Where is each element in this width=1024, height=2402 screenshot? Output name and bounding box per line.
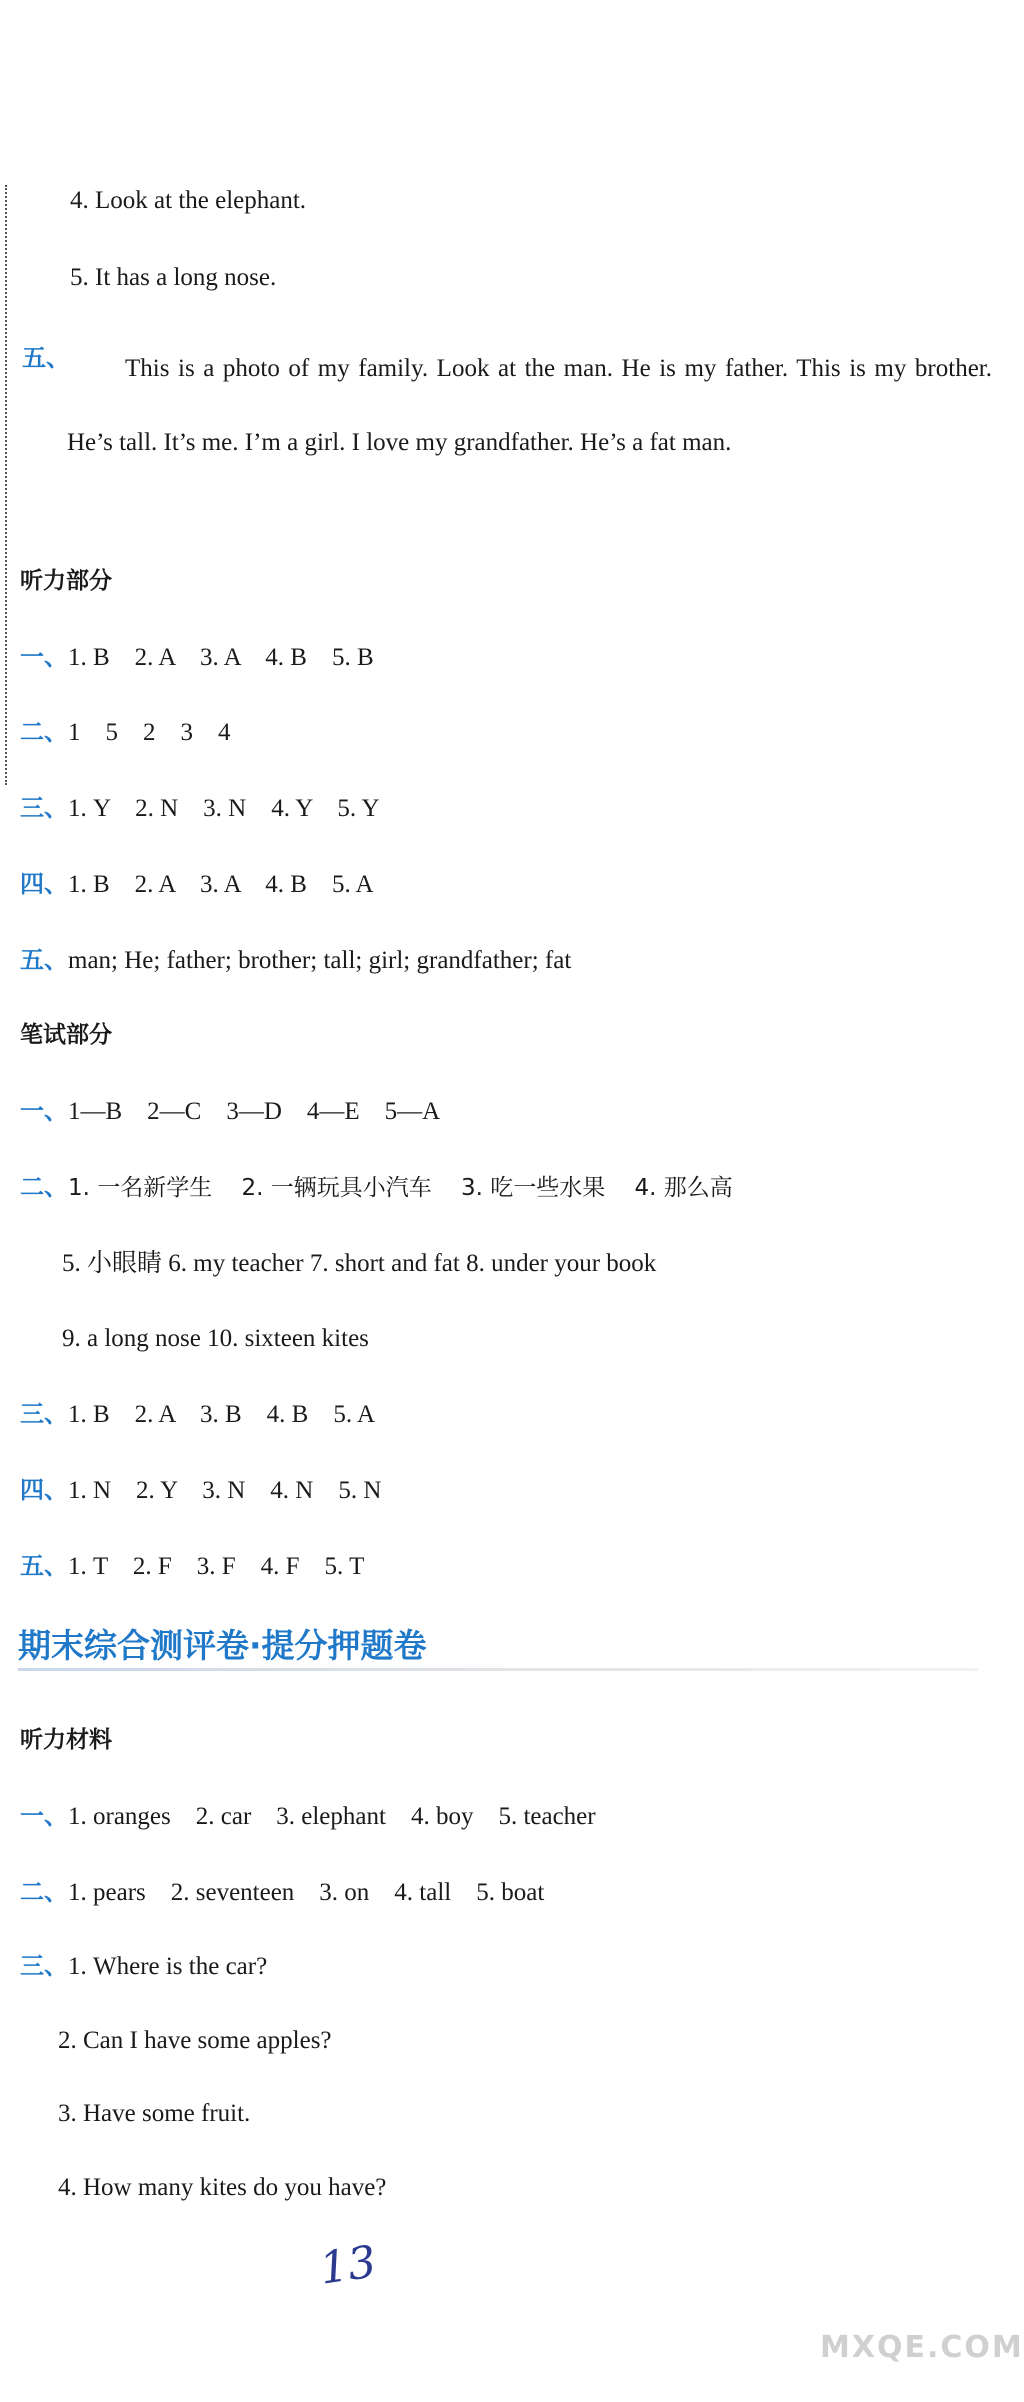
row-marker: 三、 — [20, 1400, 68, 1428]
written-row-2-line-2: 5. 小眼睛 6. my teacher 7. short and fat 8. under your book — [62, 1250, 657, 1277]
listening-row-3 — [20, 792, 380, 825]
row-marker: 三、 — [20, 1952, 68, 1980]
listening-part-heading: 听力部分 — [20, 568, 112, 594]
material-row-1 — [20, 1800, 596, 1833]
row-marker: 一、 — [20, 643, 68, 671]
written-row-4 — [20, 1474, 381, 1507]
material-row-2 — [20, 1876, 544, 1909]
row-text: 1. T 2. F 3. F 4. F 5. T — [68, 1553, 365, 1580]
row-text: 1. B 2. A 3. A 4. B 5. B — [68, 644, 374, 671]
written-row-1 — [20, 1095, 440, 1128]
watermark: MXQE.COM — [820, 2330, 1024, 2365]
row-text: 1. B 2. A 3. A 4. B 5. A — [68, 871, 374, 898]
row-text: 1. Y 2. N 3. N 4. Y 5. Y — [68, 795, 380, 822]
listening-row-5 — [20, 944, 571, 977]
material-question-2: 2. Can I have some apples? — [58, 2027, 332, 2054]
row-marker: 二、 — [20, 718, 68, 746]
title-underline — [18, 1668, 978, 1671]
material-row-3 — [20, 1950, 267, 1983]
written-row-2-line-3: 9. a long nose 10. sixteen kites — [62, 1325, 369, 1352]
row-text: 1. N 2. Y 3. N 4. N 5. N — [68, 1477, 382, 1504]
row-marker: 一、 — [20, 1802, 68, 1830]
written-row-3 — [20, 1398, 375, 1431]
listening-row-2 — [20, 716, 231, 749]
material-question-3: 3. Have some fruit. — [58, 2100, 251, 2127]
exam-title: 期末综合测评卷·提分押题卷 — [18, 1626, 427, 1665]
row-marker: 五、 — [20, 1552, 68, 1580]
row-marker: 四、 — [20, 1476, 68, 1504]
listening-row-4 — [20, 868, 374, 901]
section5-paragraph — [67, 332, 992, 480]
section5-marker: 五、 — [22, 344, 70, 372]
written-row-2 — [20, 1171, 733, 1204]
row-marker: 五、 — [20, 946, 68, 974]
written-row-5 — [20, 1550, 364, 1583]
row-text: 1. pears 2. seventeen 3. on 4. tall 5. boat — [68, 1879, 545, 1906]
listening-row-1 — [20, 641, 374, 674]
row-marker: 二、 — [20, 1878, 68, 1906]
row-marker: 一、 — [20, 1097, 68, 1125]
listening-item-5: 5. It has a long nose. — [70, 264, 277, 291]
row-text: 1. oranges 2. car 3. elephant 4. boy 5. teacher — [68, 1803, 596, 1830]
handwritten-page-number: 13 — [316, 2236, 380, 2295]
listening-item-4: 4. Look at the elephant. — [70, 187, 307, 214]
row-text: man; He; father; brother; tall; girl; grandfather; fat — [68, 947, 572, 974]
written-part-heading: 笔试部分 — [20, 1022, 112, 1048]
row-marker: 二、 — [20, 1173, 68, 1201]
row-text: 1. 一名新学生 2. 一辆玩具小汽车 3. 吃一些水果 4. 那么高 — [68, 1175, 733, 1201]
row-marker: 三、 — [20, 794, 68, 822]
row-text: 1 5 2 3 4 — [68, 719, 231, 746]
row-marker: 四、 — [20, 870, 68, 898]
binding-line — [5, 185, 7, 785]
row-text: 1. B 2. A 3. B 4. B 5. A — [68, 1401, 375, 1428]
row-text: 1—B 2—C 3—D 4—E 5—A — [68, 1098, 441, 1125]
row-text: 1. Where is the car? — [68, 1953, 268, 1980]
listening-material-heading: 听力材料 — [20, 1727, 112, 1753]
material-question-4: 4. How many kites do you have? — [58, 2174, 387, 2201]
paragraph-text: This is a photo of my family. Look at the man. He is my father. This is my brother. He’s tall. It’s me. I’m a girl. I love my grandfather. He’s a fat man. — [67, 355, 992, 456]
